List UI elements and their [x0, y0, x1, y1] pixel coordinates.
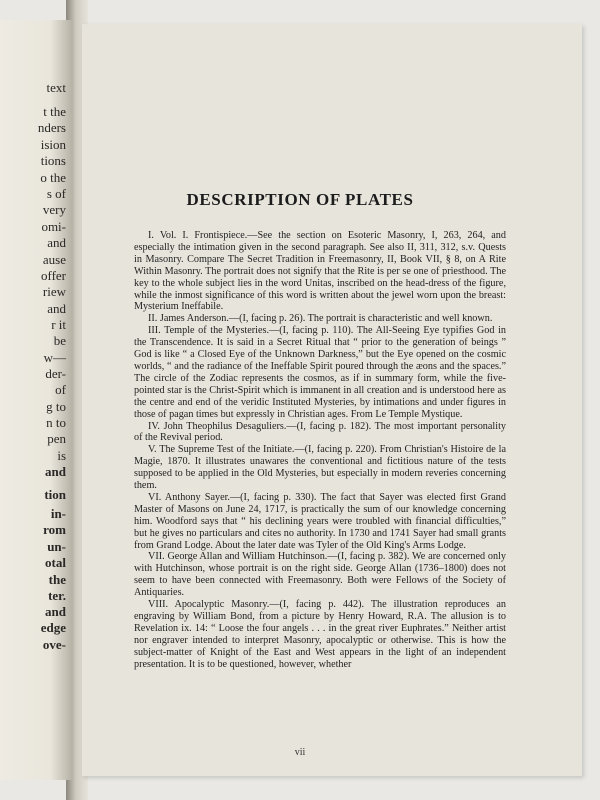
left-page-fragment: and — [45, 464, 66, 479]
plate-entry: VII. George Allan and William Hutchinson.—(I, facing p. 382). We are concerned only with Hutchinson, whose portrait is on the right side. George Allan (1736–1800) does not seem to have been connected with Freemasonry. Both were Fellows of the Society of Antiquaries. — [134, 551, 506, 599]
left-page-fragment: t the — [43, 104, 66, 119]
left-page-fragment: un- — [47, 539, 66, 554]
left-page-fragment: ision — [40, 137, 66, 152]
left-page-fragment: ter. — [48, 588, 66, 603]
left-page-fragment: and — [47, 301, 66, 316]
left-page-fragment: ove- — [42, 637, 66, 652]
plate-entry: VI. Anthony Sayer.—(I, facing p. 330). The fact that Sayer was elected first Grand Master of Masons on June 24, 1717, is practically the sum of our knowledge concerning him. Woodford says that “ his declining years were troubled with financial difficulties,” but he gives no particulars and cites no authority. In 1730 and 1741 Sayer had small grants from Grand Lodge. About the later date was Tyler of the Old King's Arms Lodge. — [134, 491, 506, 551]
plate-entry: II. James Anderson.—(I, facing p. 26). The portrait is characteristic and well known. — [148, 313, 493, 325]
left-page-fragment: and — [45, 604, 66, 619]
left-page-fragment: o the — [40, 170, 66, 185]
left-page-fragment: otal — [45, 555, 66, 570]
left-facing-page — [0, 20, 72, 780]
plate-entry: V. The Supreme Test of the Initiate.—(I, facing p. 220). From Christian's Histoire de la Magie, 1870. It illustrates unawares the conventional and fictitious nature of the tests supposed to be applied in the Old Mysteries, but especially in modern reveries concerning them. — [134, 444, 506, 492]
plates-description — [134, 230, 506, 671]
left-page-fragment: n to — [46, 415, 66, 430]
left-page-fragment: nders — [37, 120, 66, 135]
plate-entry: IV. John Theophilus Desaguliers.—(I, facing p. 182). The most important personality of the Revival period. — [134, 420, 506, 444]
plate-entry: I. Vol. I. Frontispiece.—See the section on Esoteric Masonry, I, 263, 264, and especially the intimation given in the second paragraph. See also II, 311, 312, s.v. Quests in Masonry. Compare The Secret Tradition in Freemasonry, II, Book VII, § 8, on A Rite Within Masonry. The portrait does not signify that the Rite is per se one of priesthood. The key to the whole subject lies in the word Unitas, inscribed on the head-dress of the figure, while the inmost significance of this word is written about the jewel worn upon the breast: Mysterium Ineffabile. — [134, 230, 506, 313]
left-page-fragment: omi- — [41, 219, 66, 234]
left-page-fragment: text — [46, 80, 66, 95]
left-page-fragment: tions — [40, 153, 66, 168]
left-page-fragment: ause — [42, 252, 66, 267]
left-page-fragment: the — [48, 572, 66, 587]
left-page-fragment: of — [55, 382, 66, 397]
page-title: DESCRIPTION OF PLATES — [186, 190, 414, 209]
left-page-fragment: der- — [45, 366, 66, 381]
left-page-fragment: is — [57, 448, 66, 463]
left-page-fragment: r it — [51, 317, 66, 332]
left-page-fragment: s of — [46, 186, 66, 201]
left-page-fragment: offer — [40, 268, 66, 283]
left-page-fragment: rom — [43, 522, 66, 537]
left-page-fragment: and — [47, 235, 66, 250]
left-page-fragment: riew — [42, 284, 66, 299]
left-page-fragment: edge — [40, 620, 66, 635]
page-number: vii — [294, 747, 306, 758]
plate-entry: III. Temple of the Mysteries.—(I, facing p. 110). The All-Seeing Eye typifies God in the Transcendence. It is said in a Secret Ritual that “ prior to the generation of beings ” God is like “ a Closed Eye of the Unknown Darkness,” but the Eye opened on the cosmic worlds, “ and the radiance of the Ineffable Spirit poured through the æons and the spaces.” The circle of the Zodiac represents the cosmos, as if in summary form, while the five-pointed star is the Christ-Spirit which is immanent in all creation and is understood here as the centre and end of the veridic Instituted Mysteries, by intimations and under figures in those of pagan times but expressly in Christian ages. From Le Temple Mystique. — [134, 325, 506, 420]
left-page-fragment: very — [42, 202, 66, 217]
left-page-fragment: g to — [46, 399, 66, 414]
plate-entry: VIII. Apocalyptic Masonry.—(I, facing p. 442). The illustration reproduces an engraving by William Bond, from a picture by Henry Howard, R.A. The allusion is to Revelation ix. 14: “ Loose the four angels . . . in the great river Euphrates.” Neither artist nor engraver intended to interpret Masonry, apocalyptic or otherwise. This is how the subject-matter of Knight of the East and West appears in the light of an independent presentation. It is to be questioned, however, whether — [134, 599, 506, 670]
left-page-fragment: w— — [43, 350, 66, 365]
left-page-fragment: tion — [44, 487, 66, 502]
left-page-fragment: pen — [47, 431, 66, 446]
left-page-fragment: be — [53, 333, 66, 348]
left-page-fragment: in- — [50, 506, 66, 521]
